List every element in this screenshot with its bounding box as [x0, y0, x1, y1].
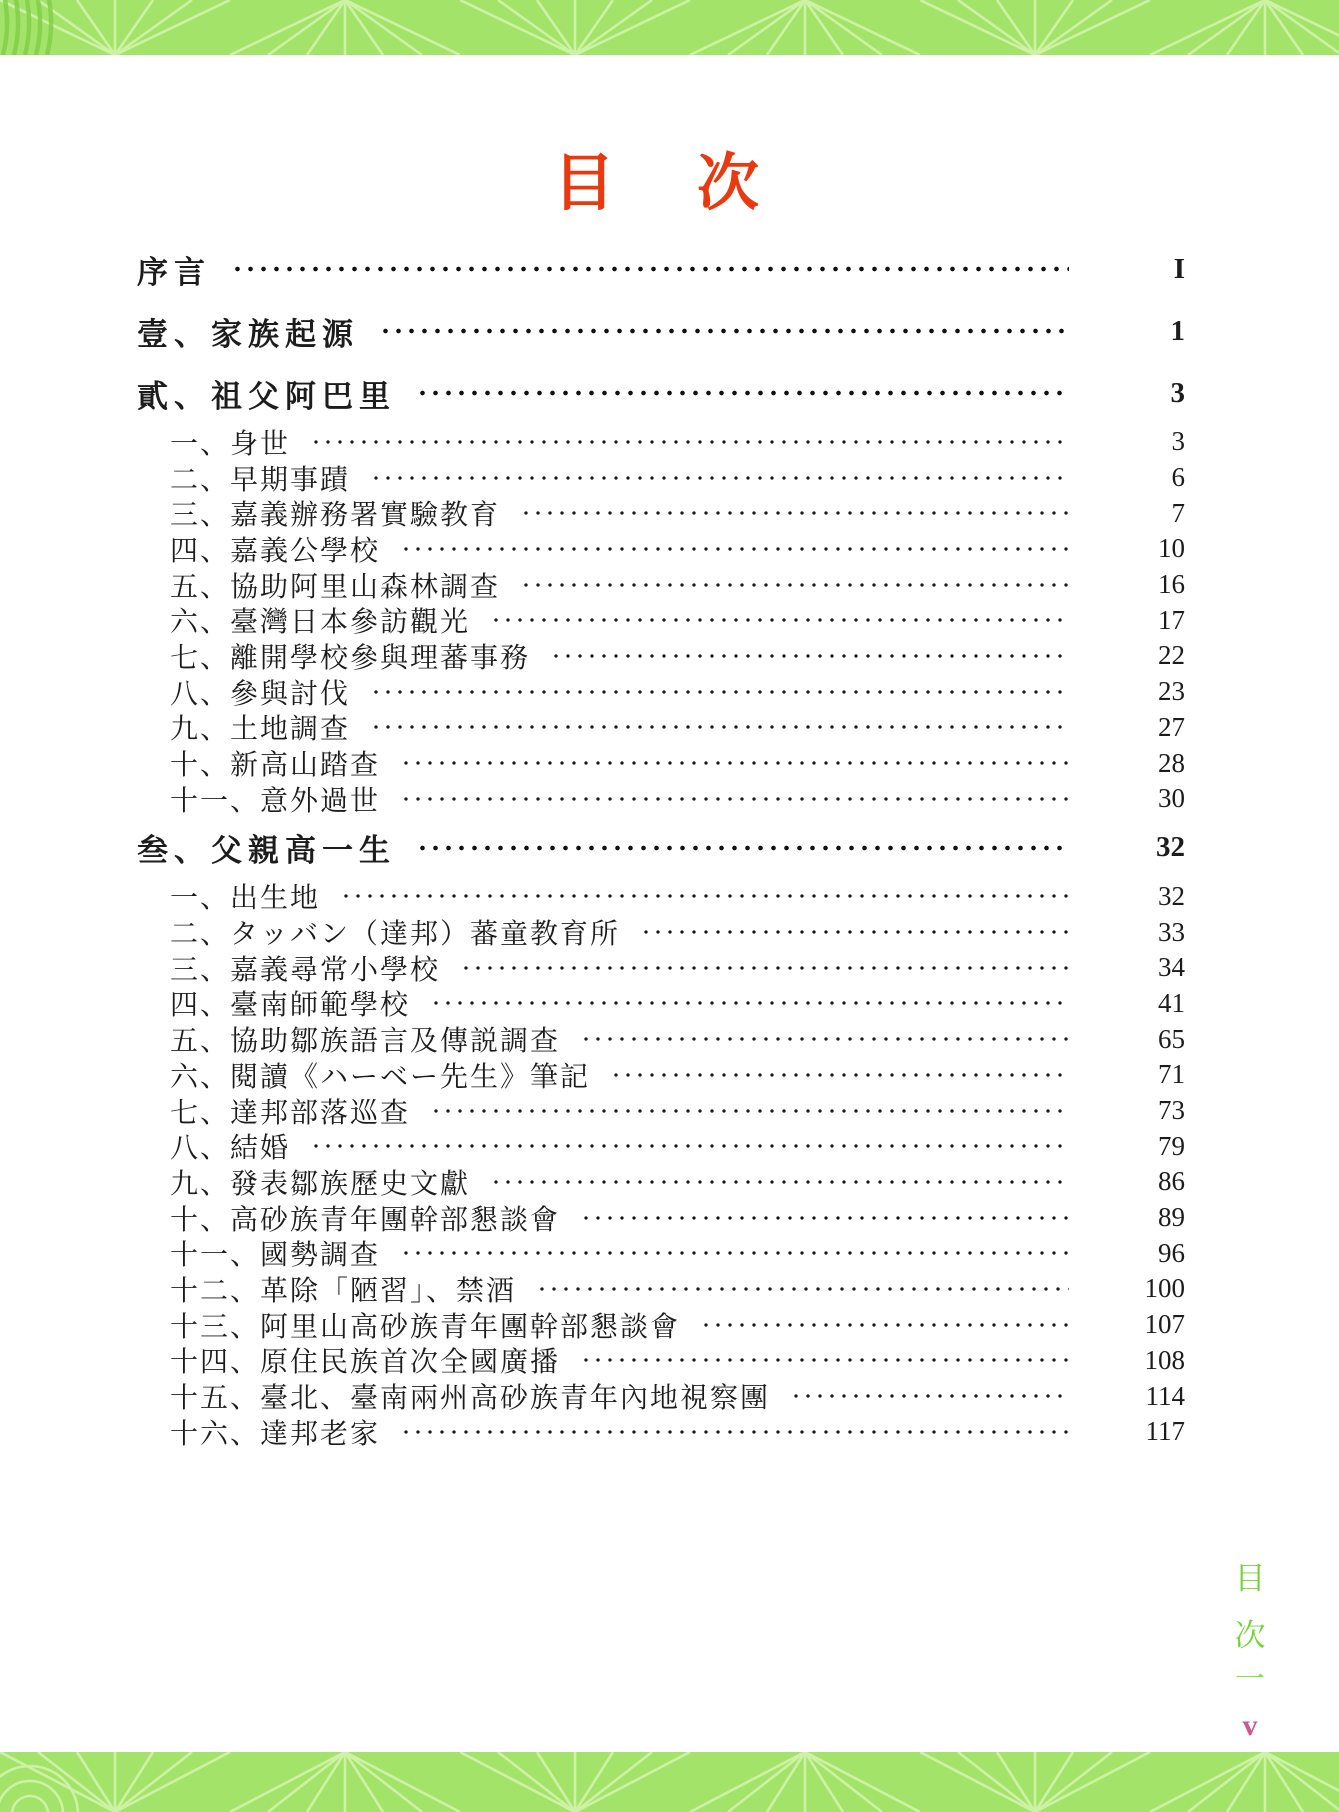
toc-page-number: 1: [1170, 314, 1185, 347]
dot-leader: [520, 506, 1069, 520]
toc-entry-label: 七、達邦部落巡查: [170, 1097, 411, 1129]
toc-page-number: 28: [1158, 747, 1185, 778]
toc-page-number: 96: [1158, 1237, 1185, 1268]
toc-page-number: 41: [1158, 987, 1185, 1018]
toc-page-number: 10: [1158, 533, 1185, 564]
page-title: 目 次: [552, 150, 769, 218]
toc-row: [137, 1128, 1185, 1164]
dot-leader: [340, 889, 1069, 903]
toc-page-number: 117: [1145, 1416, 1185, 1447]
dot-leader: [790, 1389, 1069, 1403]
toc-page-number: 33: [1158, 916, 1185, 947]
dot-leader: [370, 685, 1069, 699]
dot-leader: [416, 841, 1069, 855]
toc-page-number: I: [1173, 252, 1185, 285]
toc-page-number: 3: [1171, 426, 1185, 457]
dot-leader: [550, 649, 1069, 663]
toc-entry-label: 八、參與討伐: [170, 678, 351, 710]
toc-entry-label: 八、結婚: [170, 1133, 291, 1165]
toc-page-number: 6: [1171, 462, 1185, 493]
toc-page-number: 86: [1158, 1166, 1185, 1197]
dot-leader: [400, 542, 1069, 556]
toc-row: [137, 1021, 1185, 1057]
toc-entry-label: 五、協助阿里山森林調查: [170, 571, 501, 603]
dot-leader: [310, 435, 1069, 449]
toc-entry-label: 十四、原住民族首次全國廣播: [170, 1347, 561, 1379]
toc-page-number: 16: [1158, 569, 1185, 600]
dot-leader: [370, 720, 1069, 734]
toc-row: [137, 362, 1185, 424]
toc-row: [137, 1235, 1185, 1271]
toc-entry-label: 十、高砂族青年團幹部懇談會: [170, 1204, 561, 1236]
toc-row: [137, 674, 1185, 710]
dot-leader: [536, 1282, 1069, 1296]
toc-row: [137, 1343, 1185, 1379]
toc-row: [137, 710, 1185, 746]
toc-page-number: 79: [1158, 1130, 1185, 1161]
toc-page-number: 3: [1170, 376, 1185, 409]
dot-leader: [400, 1246, 1069, 1260]
toc-row: [137, 950, 1185, 986]
dot-leader: [400, 792, 1069, 806]
running-head-char: 目: [1234, 1561, 1266, 1596]
dot-leader: [400, 756, 1069, 770]
toc-entry-label: 三、嘉義辦務署實驗教育: [170, 500, 501, 532]
toc-row: [137, 300, 1185, 362]
toc-entry-label: 壹、家族起源: [137, 316, 359, 352]
dot-leader: [580, 1211, 1069, 1225]
toc-page-number: 7: [1171, 497, 1185, 528]
toc-entry-label: 四、臺南師範學校: [170, 990, 411, 1022]
toc-page-number: 32: [1156, 831, 1185, 864]
toc-row: [137, 531, 1185, 567]
toc-entry-label: 六、閱讀《ハーベー先生》筆記: [170, 1061, 591, 1093]
toc-page-number: 108: [1144, 1344, 1185, 1375]
toc-entry-label: 十六、達邦老家: [170, 1418, 381, 1450]
toc-entry-label: 七、離開學校參與理蕃事務: [170, 642, 531, 674]
toc-entry-label: 一、身世: [170, 428, 291, 460]
toc-row: [137, 638, 1185, 674]
toc-page-number: 17: [1158, 604, 1185, 635]
toc-page-number: 100: [1144, 1273, 1185, 1304]
toc-row: [137, 745, 1185, 781]
toc-row: [137, 1307, 1185, 1343]
toc-row: [137, 1164, 1185, 1200]
running-head-page-number: v: [1242, 1709, 1258, 1742]
dot-leader: [370, 471, 1069, 485]
dot-leader: [520, 578, 1069, 592]
decorative-band-bottom: [0, 1752, 1339, 1812]
dot-leader: [580, 1032, 1069, 1046]
toc-row: [137, 1057, 1185, 1093]
toc-entry-label: 六、臺灣日本參訪觀光: [170, 607, 471, 639]
toc-list: [137, 238, 1185, 1450]
toc-page-number: 30: [1158, 783, 1185, 814]
toc-row: [137, 1378, 1185, 1414]
toc-entry-label: 十、新高山踏查: [170, 750, 381, 782]
toc-entry-label: 十三、阿里山高砂族青年團幹部懇談會: [170, 1311, 681, 1343]
dot-leader: [310, 1139, 1069, 1153]
toc-entry-label: 三、嘉義尋常小學校: [170, 954, 441, 986]
toc-row: [137, 460, 1185, 496]
toc-row: [137, 602, 1185, 638]
running-head-char: 次: [1234, 1618, 1266, 1653]
toc-entry-label: 九、土地調查: [170, 714, 351, 746]
toc-page-number: 32: [1158, 880, 1185, 911]
toc-entry-label: 十一、意外過世: [170, 785, 381, 817]
toc-entry-label: 十二、革除「陋習」、禁酒: [170, 1275, 517, 1307]
toc-page-number: 27: [1158, 711, 1185, 742]
toc-row: [137, 238, 1185, 300]
dot-leader: [640, 925, 1069, 939]
toc-row: [137, 914, 1185, 950]
toc-page-number: 22: [1158, 640, 1185, 671]
toc-page-number: 23: [1158, 676, 1185, 707]
dot-leader: [490, 613, 1069, 627]
toc-page-number: 73: [1158, 1095, 1185, 1126]
dot-leader: [231, 262, 1069, 276]
toc-entry-label: 十五、臺北、臺南兩州高砂族青年內地視察團: [170, 1383, 771, 1415]
running-head-dash: 一: [1235, 1663, 1265, 1696]
toc-row: [137, 495, 1185, 531]
toc-row: [137, 986, 1185, 1022]
toc-page-number: 107: [1144, 1309, 1185, 1340]
toc-row: [137, 879, 1185, 915]
dot-leader: [416, 386, 1069, 400]
toc-row: [137, 567, 1185, 603]
toc-row: [137, 424, 1185, 460]
toc-page-number: 71: [1158, 1059, 1185, 1090]
running-head-vertical: [1230, 1563, 1270, 1741]
toc-row: [137, 1200, 1185, 1236]
toc-entry-label: 叁、父親高一生: [137, 833, 396, 869]
toc-entry-label: 序言: [137, 254, 211, 290]
dot-leader: [700, 1318, 1069, 1332]
toc-row: [137, 1093, 1185, 1129]
toc-entry-label: 五、協助鄒族語言及傳説調查: [170, 1026, 561, 1058]
toc-entry-label: 二、タッバン（達邦）蕃童教育所: [170, 919, 621, 951]
dot-leader: [610, 1068, 1069, 1082]
dot-leader: [400, 1425, 1069, 1439]
dot-leader: [430, 996, 1069, 1010]
toc-entry-label: 四、嘉義公學校: [170, 535, 381, 567]
dot-leader: [580, 1353, 1069, 1367]
toc-entry-label: 貳、祖父阿巴里: [137, 378, 396, 414]
dot-leader: [430, 1104, 1069, 1118]
toc-page-number: 34: [1158, 952, 1185, 983]
toc-row: [137, 1271, 1185, 1307]
toc-row: [137, 781, 1185, 817]
toc-entry-label: 一、出生地: [170, 883, 321, 915]
dot-leader: [460, 961, 1069, 975]
toc-page-number: 89: [1158, 1202, 1185, 1233]
dot-leader: [490, 1175, 1069, 1189]
toc-page-number: 114: [1145, 1380, 1185, 1411]
decorative-band-top: [0, 0, 1339, 55]
toc-row: [137, 1414, 1185, 1450]
toc-row: [137, 817, 1185, 879]
toc-entry-label: 九、發表鄒族歷史文獻: [170, 1168, 471, 1200]
dot-leader: [379, 324, 1069, 338]
toc-entry-label: 二、早期事蹟: [170, 464, 351, 496]
toc-page-number: 65: [1158, 1023, 1185, 1054]
toc-entry-label: 十一、國勢調查: [170, 1240, 381, 1272]
